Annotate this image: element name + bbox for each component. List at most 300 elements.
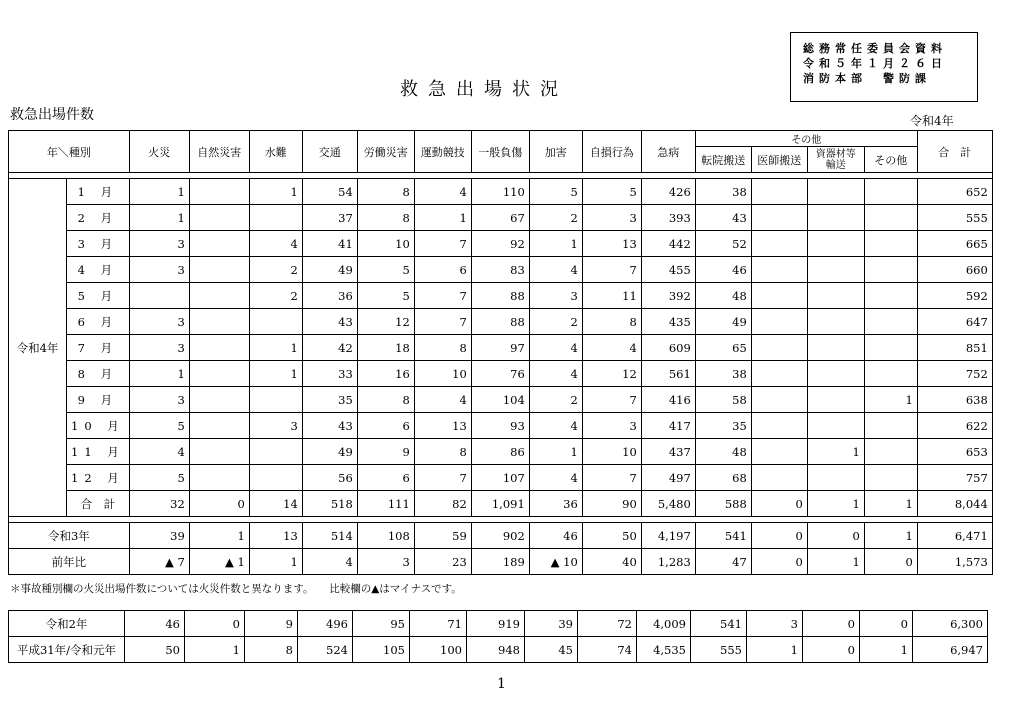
value-cell [751,465,807,491]
value-cell: 6 [357,413,414,439]
header-row-top [9,131,993,147]
value-cell: 4 [582,335,641,361]
value-cell: 49 [302,257,357,283]
value-cell: 1 [189,523,249,549]
value-cell: 2 [249,257,302,283]
value-cell: 8 [245,637,298,663]
col-header: 水難 [249,131,302,173]
col-header: 自然災害 [189,131,249,173]
row-label: 11 月 [67,439,130,465]
value-cell: 8 [357,387,414,413]
value-cell: 555 [691,637,747,663]
value-cell: 4,197 [641,523,695,549]
corner-header: 年＼種別 [9,131,130,173]
row-label: 合 計 [67,491,130,517]
value-cell: 42 [302,335,357,361]
value-cell: 2 [529,309,582,335]
value-cell: 76 [471,361,529,387]
month-row [9,205,993,231]
value-cell: 647 [917,309,992,335]
value-cell: 435 [641,309,695,335]
value-cell: 0 [864,549,917,575]
other-col-header: その他 [864,147,917,173]
value-cell [751,309,807,335]
value-cell: 37 [302,205,357,231]
value-cell [189,257,249,283]
value-cell: 2 [529,387,582,413]
value-cell: 1 [249,335,302,361]
value-cell: 0 [807,523,864,549]
value-cell: 3 [249,413,302,439]
value-cell: 56 [302,465,357,491]
value-cell [189,387,249,413]
value-cell: 1 [864,523,917,549]
row-label: 平成31年/令和元年 [9,637,125,663]
value-cell: 6 [414,257,471,283]
value-cell: 13 [582,231,641,257]
value-cell: 902 [471,523,529,549]
col-header: 火災 [129,131,189,173]
value-cell: 6,471 [917,523,992,549]
value-cell: 417 [641,413,695,439]
value-cell: 1 [747,637,803,663]
value-cell: 652 [917,179,992,205]
value-cell: 1 [807,439,864,465]
col-header: 運動競技 [414,131,471,173]
value-cell: 3 [129,387,189,413]
value-cell: 2 [249,283,302,309]
value-cell: 3 [129,231,189,257]
value-cell: 948 [467,637,525,663]
month-row [9,413,993,439]
value-cell: 74 [578,637,637,663]
col-header: 一般負傷 [471,131,529,173]
value-cell: 88 [471,309,529,335]
value-cell: 496 [298,611,353,637]
value-cell: 68 [695,465,751,491]
value-cell: 14 [249,491,302,517]
value-cell: 92 [471,231,529,257]
year-label: 令和4年 [910,114,954,128]
col-header: 交通 [302,131,357,173]
row-label: 12 月 [67,465,130,491]
value-cell: 455 [641,257,695,283]
value-cell: 1 [864,491,917,517]
other-group-header: その他 [695,131,917,147]
value-cell [189,309,249,335]
value-cell: 4 [302,549,357,575]
value-cell: 518 [302,491,357,517]
value-cell: 7 [582,465,641,491]
value-cell: 514 [302,523,357,549]
value-cell: 88 [471,283,529,309]
value-cell [751,361,807,387]
value-cell [807,413,864,439]
value-cell [189,179,249,205]
value-cell: 13 [414,413,471,439]
value-cell: ▲ 10 [529,549,582,575]
row-label: 令和2年 [9,611,125,637]
value-cell [807,335,864,361]
value-cell: 1 [860,637,913,663]
value-cell: 622 [917,413,992,439]
value-cell: 3 [357,549,414,575]
value-cell: 1 [414,205,471,231]
value-cell: 52 [695,231,751,257]
value-cell: 189 [471,549,529,575]
value-cell [751,231,807,257]
value-cell [189,231,249,257]
year-group-label: 令和4年 [9,179,67,517]
row-label: 5 月 [67,283,130,309]
value-cell: 35 [302,387,357,413]
value-cell: 10 [357,231,414,257]
value-cell [189,283,249,309]
value-cell: 1 [129,179,189,205]
value-cell: 4 [414,387,471,413]
value-cell [751,257,807,283]
value-cell [751,439,807,465]
value-cell: 0 [803,611,860,637]
value-cell [249,205,302,231]
value-cell: 48 [695,283,751,309]
value-cell: 12 [582,361,641,387]
month-row [9,361,993,387]
value-cell [751,335,807,361]
value-cell [249,309,302,335]
month-row [9,465,993,491]
value-cell: 40 [582,549,641,575]
memo-box [790,32,978,102]
value-cell: 59 [414,523,471,549]
value-cell: 4 [529,335,582,361]
value-cell: 638 [917,387,992,413]
value-cell: 5 [357,283,414,309]
document-title: 救急出場状況 [400,79,568,100]
value-cell: 4 [129,439,189,465]
value-cell [751,179,807,205]
value-cell: 4 [529,413,582,439]
value-cell: 524 [298,637,353,663]
value-cell: 442 [641,231,695,257]
value-cell [807,387,864,413]
value-cell: 108 [357,523,414,549]
month-row [9,335,993,361]
row-label: 6 月 [67,309,130,335]
value-cell [189,335,249,361]
value-cell: 7 [582,257,641,283]
value-cell: 72 [578,611,637,637]
value-cell: 5 [357,257,414,283]
value-cell [864,335,917,361]
value-cell: 110 [471,179,529,205]
value-cell: 10 [582,439,641,465]
row-label: 9 月 [67,387,130,413]
value-cell: 426 [641,179,695,205]
value-cell: 36 [529,491,582,517]
value-cell: 7 [414,465,471,491]
value-cell: 3 [747,611,803,637]
value-cell: 16 [357,361,414,387]
month-row [9,231,993,257]
value-cell: 3 [129,257,189,283]
value-cell [864,205,917,231]
row-label: 7 月 [67,335,130,361]
value-cell: 6 [357,465,414,491]
value-cell: 665 [917,231,992,257]
value-cell [189,413,249,439]
value-cell [189,205,249,231]
value-cell: 4 [529,361,582,387]
value-cell: 1,091 [471,491,529,517]
value-cell: 752 [917,361,992,387]
history-row [9,611,988,637]
value-cell [751,283,807,309]
value-cell [751,205,807,231]
month-row [9,387,993,413]
value-cell: 43 [695,205,751,231]
value-cell [864,257,917,283]
value-cell: 3 [582,413,641,439]
value-cell: 7 [414,309,471,335]
value-cell: 1 [249,361,302,387]
value-cell: 660 [917,257,992,283]
value-cell: 7 [582,387,641,413]
row-label: 1 月 [67,179,130,205]
value-cell: 0 [751,491,807,517]
value-cell: 0 [189,491,249,517]
value-cell: 0 [860,611,913,637]
month-row [9,283,993,309]
value-cell: 5 [582,179,641,205]
value-cell: 38 [695,179,751,205]
history-table [8,610,988,663]
history-row [9,637,988,663]
value-cell: 46 [695,257,751,283]
value-cell: ▲ 7 [129,549,189,575]
row-label: 4 月 [67,257,130,283]
value-cell: 3 [129,309,189,335]
value-cell [864,439,917,465]
value-cell: 9 [245,611,298,637]
value-cell: 71 [410,611,467,637]
previous-year-row [9,523,993,549]
subtotal-row [9,491,993,517]
value-cell [189,439,249,465]
value-cell: 8 [414,335,471,361]
value-cell: 1 [529,439,582,465]
value-cell: 0 [185,611,245,637]
value-cell: 18 [357,335,414,361]
value-cell: 1 [185,637,245,663]
value-cell: 50 [582,523,641,549]
value-cell: 90 [582,491,641,517]
value-cell: 45 [525,637,578,663]
total-header: 合 計 [917,131,992,173]
value-cell: 555 [917,205,992,231]
value-cell [249,387,302,413]
value-cell: 43 [302,413,357,439]
memo-line-committee: 総務常任委員会資料 [803,42,947,55]
value-cell: 7 [414,231,471,257]
value-cell: 46 [125,611,185,637]
value-cell: 5 [529,179,582,205]
value-cell: 541 [695,523,751,549]
value-cell: 32 [129,491,189,517]
value-cell: 93 [471,413,529,439]
value-cell: 8 [357,179,414,205]
value-cell: 541 [691,611,747,637]
value-cell: 100 [410,637,467,663]
value-cell: 47 [695,549,751,575]
value-cell: 3 [529,283,582,309]
col-header: 労働災害 [357,131,414,173]
value-cell [807,179,864,205]
value-cell: 10 [414,361,471,387]
row-label: 前年比 [9,549,130,575]
footnote: ＊事故種別欄の火災出場件数については火災件数と異なります。 比較欄の▲はマイナスです。 [10,583,462,595]
value-cell: 54 [302,179,357,205]
value-cell [807,465,864,491]
value-cell: 0 [803,637,860,663]
value-cell: 43 [302,309,357,335]
value-cell: 95 [353,611,410,637]
value-cell [807,283,864,309]
value-cell [807,205,864,231]
value-cell: 5 [129,465,189,491]
table-subtitle: 救急出場件数 [10,107,94,123]
value-cell: 8 [414,439,471,465]
value-cell [807,309,864,335]
value-cell [807,361,864,387]
value-cell: 8,044 [917,491,992,517]
value-cell: 393 [641,205,695,231]
row-label: 8 月 [67,361,130,387]
memo-line-date: 令和５年１月２６日 [803,57,947,70]
page-number: 1 [497,676,506,692]
row-label: 令和3年 [9,523,130,549]
value-cell: 1 [529,231,582,257]
dispatch-table [8,130,993,575]
value-cell: 23 [414,549,471,575]
value-cell: 437 [641,439,695,465]
value-cell: 8 [357,205,414,231]
col-header: 自損行為 [582,131,641,173]
value-cell [751,387,807,413]
value-cell: 50 [125,637,185,663]
comparison-row [9,549,993,575]
value-cell: 58 [695,387,751,413]
month-row [9,179,993,205]
value-cell: 13 [249,523,302,549]
value-cell: 46 [529,523,582,549]
other-col-header: 転院搬送 [695,147,751,173]
value-cell [129,283,189,309]
value-cell: 1 [864,387,917,413]
value-cell [864,231,917,257]
value-cell [189,361,249,387]
value-cell [864,283,917,309]
row-label: 2 月 [67,205,130,231]
value-cell: 39 [525,611,578,637]
value-cell [807,257,864,283]
value-cell: 1 [807,549,864,575]
other-col-header: 医師搬送 [751,147,807,173]
value-cell: 107 [471,465,529,491]
value-cell: 4 [529,257,582,283]
value-cell: 919 [467,611,525,637]
value-cell: 12 [357,309,414,335]
value-cell: 3 [582,205,641,231]
value-cell: 104 [471,387,529,413]
value-cell [864,309,917,335]
value-cell [864,179,917,205]
value-cell: 7 [414,283,471,309]
value-cell: 4 [414,179,471,205]
row-label: 3 月 [67,231,130,257]
value-cell: 1 [129,205,189,231]
value-cell: 49 [302,439,357,465]
value-cell: 48 [695,439,751,465]
value-cell: 65 [695,335,751,361]
value-cell: 497 [641,465,695,491]
value-cell: 41 [302,231,357,257]
value-cell: 86 [471,439,529,465]
value-cell: 6,300 [913,611,988,637]
col-header: 急病 [641,131,695,173]
value-cell: 392 [641,283,695,309]
value-cell: 1 [129,361,189,387]
value-cell [864,465,917,491]
month-row [9,257,993,283]
value-cell: 97 [471,335,529,361]
value-cell: 2 [529,205,582,231]
value-cell: 11 [582,283,641,309]
value-cell: 67 [471,205,529,231]
value-cell: 5 [129,413,189,439]
value-cell: 36 [302,283,357,309]
value-cell: 33 [302,361,357,387]
memo-line-department: 消防本部 警防課 [803,72,931,85]
value-cell: 9 [357,439,414,465]
value-cell: ▲ 1 [189,549,249,575]
value-cell: 1 [249,179,302,205]
value-cell [807,231,864,257]
value-cell: 82 [414,491,471,517]
month-row [9,439,993,465]
value-cell: 851 [917,335,992,361]
value-cell: 757 [917,465,992,491]
value-cell: 1,283 [641,549,695,575]
value-cell [751,413,807,439]
value-cell: 609 [641,335,695,361]
value-cell: 105 [353,637,410,663]
value-cell: 0 [751,523,807,549]
value-cell: 8 [582,309,641,335]
value-cell: 38 [695,361,751,387]
value-cell: 4,535 [637,637,691,663]
value-cell: 4 [529,465,582,491]
month-row [9,309,993,335]
row-label: 10 月 [67,413,130,439]
value-cell [249,439,302,465]
other-col-header: 資器材等 輸送 [807,147,864,173]
value-cell [249,465,302,491]
value-cell: 5,480 [641,491,695,517]
value-cell: 6,947 [913,637,988,663]
col-header: 加害 [529,131,582,173]
value-cell: 0 [751,549,807,575]
